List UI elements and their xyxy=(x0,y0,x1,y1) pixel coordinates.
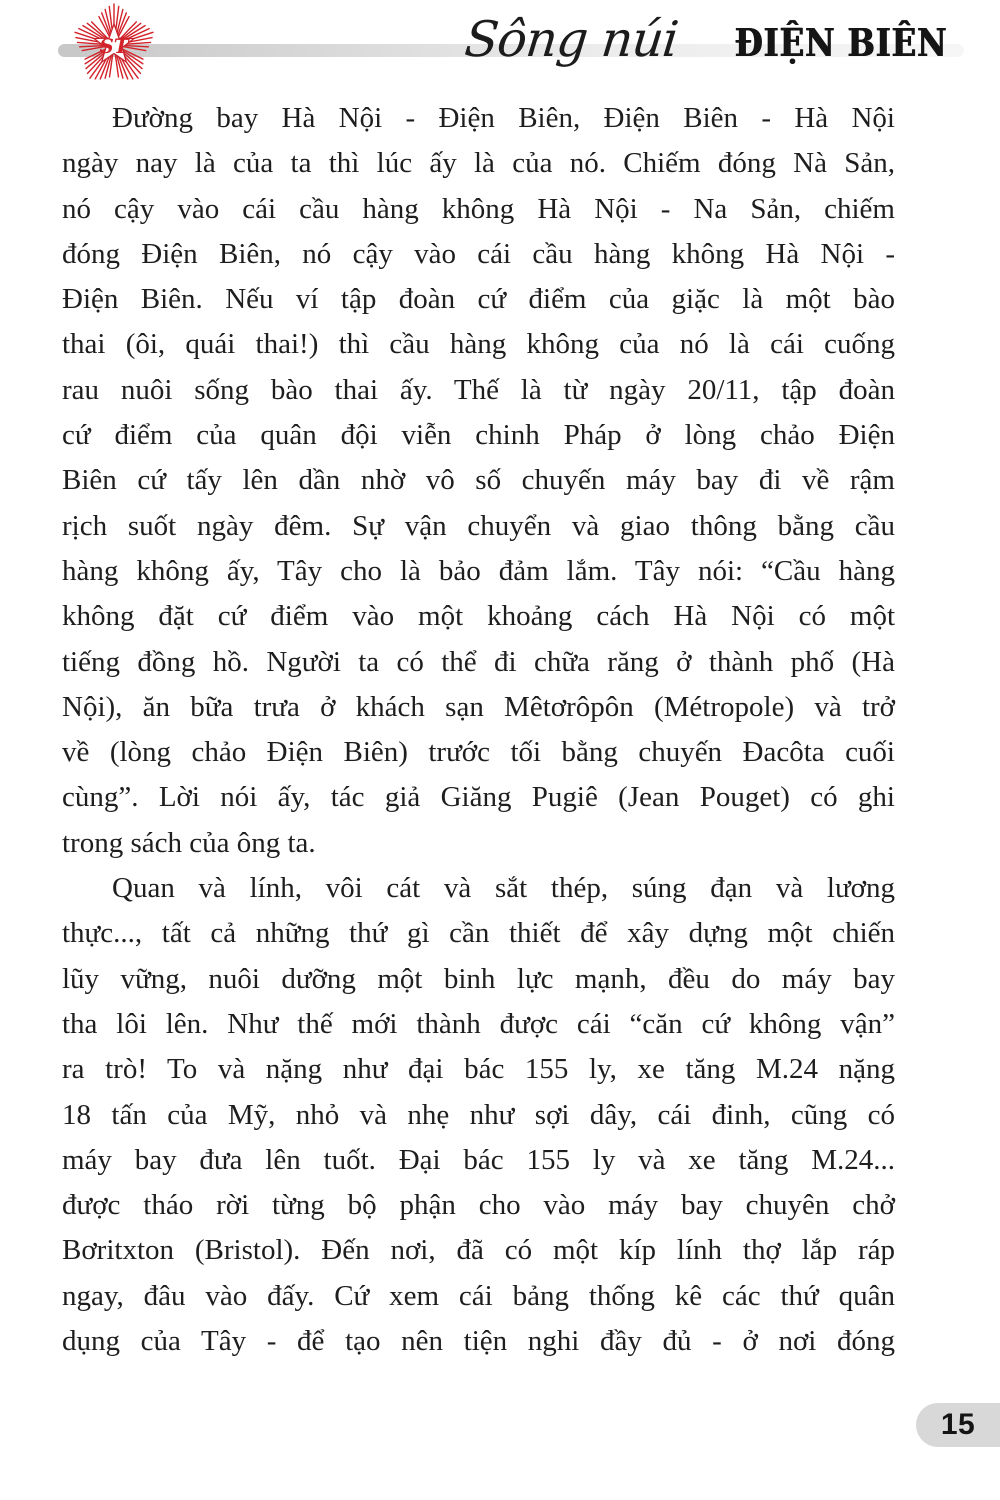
text-line: rau nuôi sống bào thai ấy. Thế là từ ngày 20/11, tập đoàn xyxy=(62,373,895,406)
text-line: cứ điểm của quân đội viễn chinh Pháp ở lòng chảo Điện xyxy=(62,419,895,452)
text-line: Nội), ăn bữa trưa ở khách sạn Mêtơrôpôn (Métropole) và trở xyxy=(62,690,895,723)
text-line: Điện Biên. Nếu ví tập đoàn cứ điểm của giặc là một bào xyxy=(62,283,895,316)
text-line: Đường bay Hà Nội - Điện Biên, Điện Biên - Hà Nội xyxy=(112,102,895,134)
text-block xyxy=(62,96,895,1364)
text-line: ngày nay là của ta thì lúc ấy là của nó. Chiếm đóng Nà Sản, xyxy=(62,147,895,180)
text-line: thực..., tất cả những thứ gì cần thiết để xây dựng một chiến xyxy=(62,917,895,950)
publisher-logo-starburst-icon xyxy=(54,1,174,93)
text-line: Quan và lính, vôi cát và sắt thép, súng đạn và lương xyxy=(112,872,895,905)
text-line: ngay, đâu vào đấy. Cứ xem cái bảng thống kê các thứ quân xyxy=(62,1279,895,1312)
text-line: 18 tấn của Mỹ, nhỏ và nhẹ như sợi dây, cái đinh, cũng có xyxy=(62,1098,895,1131)
logo-monogram: ST xyxy=(99,34,129,58)
text-line: về (lòng chảo Điện Biên) trước tối bằng chuyến Đacôta cuối xyxy=(62,736,895,769)
text-line: máy bay đưa lên tuốt. Đại bác 155 ly và xe tăng M.24... xyxy=(62,1143,895,1176)
text-line: tiếng đồng hồ. Người ta có thể đi chữa răng ở thành phố (Hà xyxy=(62,645,895,678)
book-title xyxy=(462,4,948,76)
book-title-script: Sông núi xyxy=(462,11,681,68)
text-line: lũy vững, nuôi dưỡng một binh lực mạnh, đều do máy bay xyxy=(62,962,895,995)
text-line: tha lôi lên. Như thế mới thành được cái “căn cứ không vận” xyxy=(62,1007,895,1040)
text-line: Bơritxton (Bristol). Đến nơi, đã có một kíp lính thợ lắp ráp xyxy=(62,1234,895,1267)
page-header xyxy=(0,0,1000,100)
text-line: hàng không ấy, Tây cho là bảo đảm lắm. Tây nói: “Cầu hàng xyxy=(62,554,895,587)
text-line: trong sách của ông ta. xyxy=(62,826,316,859)
text-line: ra trò! To và nặng như đại bác 155 ly, xe tăng M.24 nặng xyxy=(62,1053,895,1086)
text-line: dụng của Tây - để tạo nên tiện nghi đầy đủ - ở nơi đóng xyxy=(62,1325,895,1358)
text-line: Biên cứ tấy lên dần nhờ vô số chuyến máy bay đi về rậm xyxy=(62,464,895,497)
text-line: rịch suốt ngày đêm. Sự vận chuyển và giao thông bằng cầu xyxy=(62,509,895,542)
text-line: nó cậy vào cái cầu hàng không Hà Nội - Na Sản, chiếm xyxy=(62,192,895,225)
text-line: cùng”. Lời nói ấy, tác giả Giăng Pugiê (Jean Pouget) có ghi xyxy=(62,781,895,814)
text-line: được tháo rời từng bộ phận cho vào máy bay chuyên chở xyxy=(62,1189,895,1222)
text-line: đóng Điện Biên, nó cậy vào cái cầu hàng không Hà Nội - xyxy=(62,237,895,270)
text-line: thai (ôi, quái thai!) thì cầu hàng không của nó là cái cuống xyxy=(62,328,895,361)
page-number: 15 xyxy=(940,1408,976,1441)
text-line: không đặt cứ điểm vào một khoảng cách Hà Nội có một xyxy=(62,600,895,633)
page-number-badge xyxy=(916,1403,1000,1447)
book-title-display: ĐIỆN BIÊN xyxy=(735,20,948,65)
